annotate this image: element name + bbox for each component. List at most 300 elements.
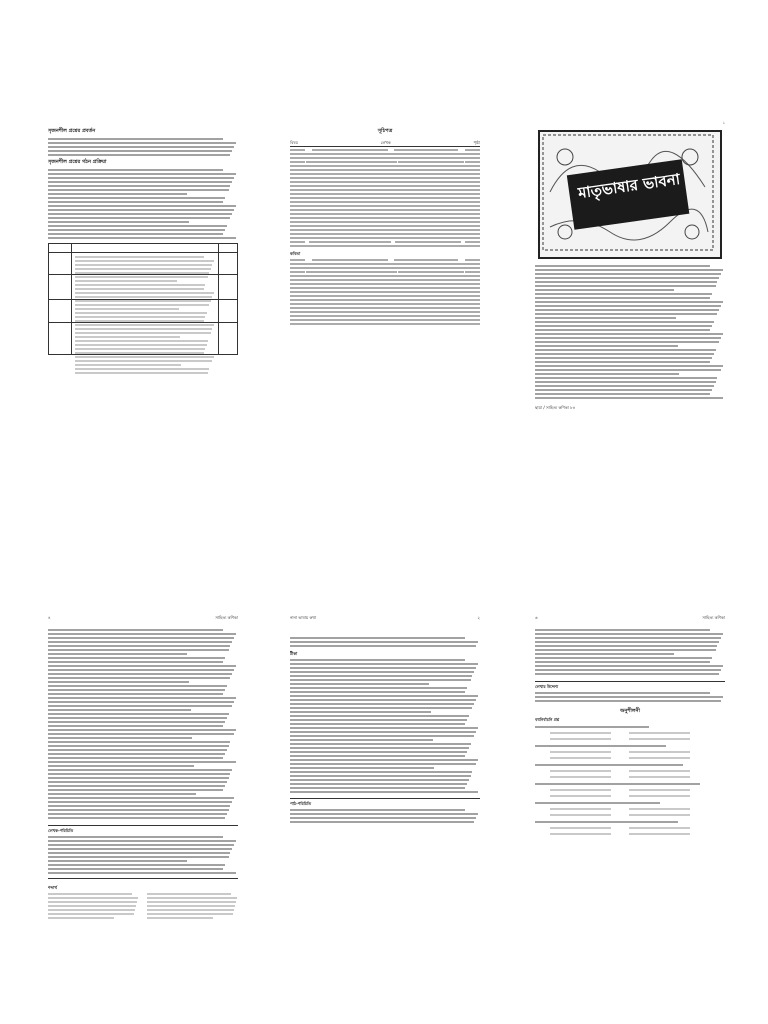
text-line <box>48 805 230 807</box>
text-line <box>290 683 429 685</box>
text-line <box>290 771 472 773</box>
toc-row <box>290 275 480 277</box>
text-line <box>48 185 230 187</box>
text-line <box>48 860 187 862</box>
text-line <box>48 629 223 631</box>
toc-row <box>290 205 480 207</box>
text-line <box>48 665 236 667</box>
page-6-label: ৬ <box>535 615 538 620</box>
page-1-table <box>48 243 238 355</box>
page-2 <box>290 120 480 420</box>
text-line <box>48 733 234 735</box>
text-line <box>535 692 710 694</box>
text-line <box>147 897 237 899</box>
mcq-question <box>535 764 725 780</box>
text-line <box>75 300 211 302</box>
toc-section-poetry: কবিতা <box>290 251 301 256</box>
text-line <box>535 273 721 275</box>
text-line <box>147 893 231 895</box>
text-line <box>290 659 465 661</box>
text-line <box>535 657 712 659</box>
page-1 <box>48 120 238 410</box>
notes-body <box>290 659 480 793</box>
text-line <box>48 213 232 215</box>
text-line <box>48 852 230 854</box>
text-line <box>290 675 472 677</box>
text-line <box>535 337 721 339</box>
page-6-header: সাহিত্য কণিকা <box>702 615 725 620</box>
toc-row <box>290 201 480 203</box>
text-line <box>48 173 236 175</box>
text-line <box>48 741 230 743</box>
text-line <box>290 637 465 639</box>
text-line <box>290 821 474 823</box>
text-line <box>147 909 234 911</box>
text-line <box>48 721 225 723</box>
toc-row <box>290 213 480 215</box>
purpose-box-heading: লেখার উদ্দেশ্য <box>535 684 559 689</box>
text-line <box>48 901 137 903</box>
text-line <box>48 913 134 915</box>
toc-row <box>290 287 480 289</box>
mcq-heading: বহুনির্বাচনি প্রশ্ন <box>535 717 560 722</box>
page-6-body <box>535 629 725 675</box>
toc-row <box>290 225 480 227</box>
text-line <box>290 751 467 753</box>
text-line <box>75 268 211 270</box>
toc-row <box>290 209 480 211</box>
text-line <box>535 381 716 383</box>
toc-col-page: পৃষ্ঠা <box>473 140 480 145</box>
text-line <box>48 749 227 751</box>
text-line <box>535 393 710 395</box>
text-line <box>290 759 478 761</box>
text-line <box>48 221 189 223</box>
text-line <box>48 209 234 211</box>
text-line <box>535 700 721 702</box>
toc-row <box>290 299 480 301</box>
toc-heading: সূচিপত্র <box>377 128 393 134</box>
lesson-box <box>290 798 480 823</box>
toc-row <box>290 295 480 297</box>
page-1-list <box>48 169 238 239</box>
text-line <box>48 777 229 779</box>
toc-row <box>290 161 480 163</box>
text-line <box>75 288 204 290</box>
text-line <box>48 909 135 911</box>
text-line <box>48 217 230 219</box>
text-line <box>75 292 214 294</box>
text-line <box>535 357 712 359</box>
text-line <box>48 645 230 647</box>
text-line <box>48 765 194 767</box>
page-5-label: ২ <box>477 615 480 620</box>
toc-row <box>290 323 480 325</box>
mcq-question <box>535 726 725 742</box>
toc-row <box>290 153 480 155</box>
text-line <box>290 671 474 673</box>
text-line <box>48 773 230 775</box>
text-line <box>535 313 717 315</box>
text-line <box>290 663 478 665</box>
text-line <box>75 316 205 318</box>
text-line <box>75 372 208 374</box>
text-line <box>48 146 234 148</box>
text-line <box>48 737 192 739</box>
toc-row <box>290 311 480 313</box>
text-line <box>48 745 229 747</box>
text-line <box>48 633 236 635</box>
text-line <box>48 917 114 919</box>
text-line <box>48 705 232 707</box>
text-line <box>48 677 230 679</box>
text-line <box>48 905 136 907</box>
text-line <box>48 693 223 695</box>
text-line <box>290 679 471 681</box>
text-line <box>290 791 478 793</box>
text-line <box>290 735 474 737</box>
toc-row <box>290 315 480 317</box>
text-line <box>535 373 679 375</box>
text-line <box>48 789 223 791</box>
text-line <box>290 817 476 819</box>
author-box <box>48 825 238 879</box>
text-line <box>48 844 234 846</box>
text-line <box>48 649 229 651</box>
notes-heading: টীকা <box>290 651 298 656</box>
text-line <box>535 297 710 299</box>
text-line <box>75 328 212 330</box>
text-line <box>48 817 225 819</box>
text-line <box>290 813 478 815</box>
toc-row <box>290 149 480 151</box>
toc-col-subject: বিষয় <box>290 140 298 145</box>
toc-row <box>290 283 480 285</box>
text-line <box>75 312 207 314</box>
toc-row <box>290 197 480 199</box>
text-line <box>48 637 234 639</box>
text-line <box>535 633 723 635</box>
text-line <box>535 265 710 267</box>
text-line <box>48 813 227 815</box>
text-line <box>75 284 205 286</box>
page-3-footer: ছায়া / সাহিত্য কণিকা ৮৪ <box>535 405 576 410</box>
text-line <box>75 256 204 258</box>
text-line <box>535 669 721 671</box>
text-line <box>290 783 467 785</box>
text-line <box>48 177 234 179</box>
text-line <box>48 709 191 711</box>
text-line <box>290 731 476 733</box>
text-line <box>290 641 478 643</box>
text-line <box>48 868 223 870</box>
text-line <box>48 757 223 759</box>
text-line <box>535 301 723 303</box>
page-3-body <box>535 265 725 399</box>
text-line <box>290 755 465 757</box>
text-line <box>290 727 478 729</box>
text-line <box>535 696 723 698</box>
text-line <box>290 809 465 811</box>
text-line <box>48 729 236 731</box>
text-line <box>535 341 719 343</box>
text-line <box>535 269 723 271</box>
text-line <box>48 189 229 191</box>
text-line <box>75 356 214 358</box>
text-line <box>75 296 212 298</box>
text-line <box>535 649 716 651</box>
toc-row <box>290 267 480 269</box>
text-line <box>147 913 233 915</box>
text-line <box>535 653 674 655</box>
text-line <box>535 305 721 307</box>
page-4-header: সাহিত্য কণিকা <box>215 615 238 620</box>
toc-row <box>290 233 480 235</box>
page-1-body <box>48 138 238 156</box>
text-line <box>48 237 236 239</box>
text-line <box>48 225 227 227</box>
text-line <box>75 260 214 262</box>
text-line <box>48 785 225 787</box>
text-line <box>290 767 434 769</box>
text-line <box>535 321 714 323</box>
toc-row <box>290 177 480 179</box>
text-line <box>535 385 714 387</box>
exercise-heading: অনুশীলনী <box>620 708 640 714</box>
text-line <box>48 193 187 195</box>
text-line <box>48 897 138 899</box>
text-line <box>48 681 189 683</box>
text-line <box>535 629 710 631</box>
text-line <box>48 205 236 207</box>
text-line <box>48 893 132 895</box>
text-line <box>48 657 225 659</box>
text-line <box>48 809 229 811</box>
toc-row <box>290 303 480 305</box>
text-line <box>290 715 469 717</box>
toc-row <box>290 291 480 293</box>
text-line <box>48 801 232 803</box>
text-line <box>48 761 236 763</box>
text-line <box>290 695 478 697</box>
text-line <box>75 308 179 310</box>
text-line <box>48 150 232 152</box>
text-line <box>535 389 712 391</box>
text-line <box>48 848 232 850</box>
toc-row <box>290 169 480 171</box>
text-line <box>535 293 712 295</box>
text-line <box>535 673 719 675</box>
mcq-question <box>535 783 725 799</box>
text-line <box>48 685 227 687</box>
toc-row <box>290 237 480 239</box>
text-line <box>535 645 717 647</box>
toc-row <box>290 193 480 195</box>
text-line <box>535 349 716 351</box>
text-line <box>48 797 234 799</box>
text-line <box>535 309 719 311</box>
page-4-label: ৪ <box>48 615 51 620</box>
text-line <box>535 317 676 319</box>
page-5 <box>290 615 480 915</box>
text-line <box>75 332 211 334</box>
text-line <box>290 763 476 765</box>
toc-row <box>290 271 480 273</box>
toc-row <box>290 229 480 231</box>
text-line <box>535 277 719 279</box>
text-line <box>290 739 433 741</box>
text-line <box>75 360 212 362</box>
toc-row <box>290 217 480 219</box>
toc-row <box>290 185 480 187</box>
text-line <box>48 864 225 866</box>
text-line <box>535 345 678 347</box>
page-3-number: ১ <box>722 120 725 125</box>
toc-row <box>290 157 480 159</box>
text-line <box>48 138 223 140</box>
text-line <box>290 787 465 789</box>
text-line <box>290 775 471 777</box>
text-line <box>48 701 234 703</box>
toc-col-author: লেখক <box>380 140 391 145</box>
text-line <box>48 753 225 755</box>
text-line <box>48 181 232 183</box>
text-line <box>147 917 213 919</box>
page-6 <box>535 615 725 915</box>
text-line <box>48 201 223 203</box>
mcq-question <box>535 745 725 761</box>
text-line <box>48 836 223 838</box>
text-line <box>48 653 187 655</box>
toc-list-poetry <box>290 259 480 325</box>
toc-row <box>290 189 480 191</box>
text-line <box>48 669 234 671</box>
text-line <box>75 340 208 342</box>
text-line <box>535 329 710 331</box>
toc-row <box>290 307 480 309</box>
text-line <box>48 169 223 171</box>
text-line <box>535 325 712 327</box>
text-line <box>48 689 225 691</box>
text-line <box>48 197 225 199</box>
text-line <box>48 142 236 144</box>
text-line <box>75 348 205 350</box>
mcq-list <box>535 726 725 837</box>
page-4 <box>48 615 238 945</box>
page-3 <box>535 120 725 420</box>
text-line <box>75 336 180 338</box>
text-line <box>48 661 223 663</box>
text-line <box>147 901 236 903</box>
text-line <box>535 397 723 399</box>
text-line <box>290 691 465 693</box>
toc-row <box>290 263 480 265</box>
text-line <box>75 320 204 322</box>
text-line <box>290 687 467 689</box>
text-line <box>290 747 469 749</box>
text-line <box>75 324 214 326</box>
text-line <box>48 717 227 719</box>
toc-row <box>290 245 480 247</box>
text-line <box>48 697 236 699</box>
text-line <box>75 280 177 282</box>
text-line <box>48 673 232 675</box>
toc-row <box>290 259 480 261</box>
text-line <box>290 645 476 647</box>
text-line <box>75 352 204 354</box>
text-line <box>48 856 229 858</box>
text-line <box>535 361 710 363</box>
page-4-body <box>48 629 238 819</box>
toc-row <box>290 279 480 281</box>
text-line <box>290 743 471 745</box>
text-line <box>535 333 723 335</box>
text-line <box>290 699 476 701</box>
text-line <box>75 276 208 278</box>
text-line <box>290 703 474 705</box>
page-1-heading: সৃজনশীল প্রশ্নের প্রবর্তন <box>48 128 96 134</box>
text-line <box>535 641 719 643</box>
toc-row <box>290 241 480 243</box>
toc-row <box>290 173 480 175</box>
text-line <box>48 840 236 842</box>
toc-row <box>290 165 480 167</box>
text-line <box>48 725 223 727</box>
text-line <box>48 641 232 643</box>
text-line <box>48 154 230 156</box>
toc-row <box>290 319 480 321</box>
text-line <box>535 281 717 283</box>
text-line <box>290 719 467 721</box>
text-line <box>535 365 723 367</box>
text-line <box>535 661 710 663</box>
lesson-box-heading: পাঠ-পরিচিতি <box>290 801 312 806</box>
text-line <box>290 779 469 781</box>
text-line <box>290 723 465 725</box>
text-line <box>535 289 674 291</box>
text-line <box>75 272 209 274</box>
toc-row <box>290 181 480 183</box>
text-line <box>48 793 196 795</box>
toc-list-prose <box>290 149 480 247</box>
text-line <box>535 377 717 379</box>
text-line <box>535 665 723 667</box>
text-line <box>48 872 236 874</box>
purpose-box <box>535 681 725 702</box>
text-line <box>535 353 714 355</box>
text-line <box>75 304 209 306</box>
cover-title: মাতৃভাষার ভাবনা <box>576 169 682 203</box>
toc-row <box>290 221 480 223</box>
author-box-heading: লেখক-পরিচিতি <box>48 828 74 833</box>
page-5-header: নানা ভাষায় কথা <box>290 615 317 620</box>
cover-illustration <box>538 130 722 259</box>
text-line <box>48 781 227 783</box>
text-line <box>48 233 223 235</box>
text-line <box>75 344 207 346</box>
text-line <box>48 713 229 715</box>
text-line <box>535 637 721 639</box>
text-line <box>535 285 716 287</box>
mcq-question <box>535 821 725 837</box>
text-line <box>290 707 472 709</box>
text-line <box>48 229 225 231</box>
glossary-list <box>48 891 238 921</box>
page-1-subheading: সৃজনশীল প্রশ্নের গঠন প্রক্রিয়া <box>48 159 107 165</box>
text-line <box>48 769 232 771</box>
text-line <box>290 667 476 669</box>
text-line <box>290 711 431 713</box>
